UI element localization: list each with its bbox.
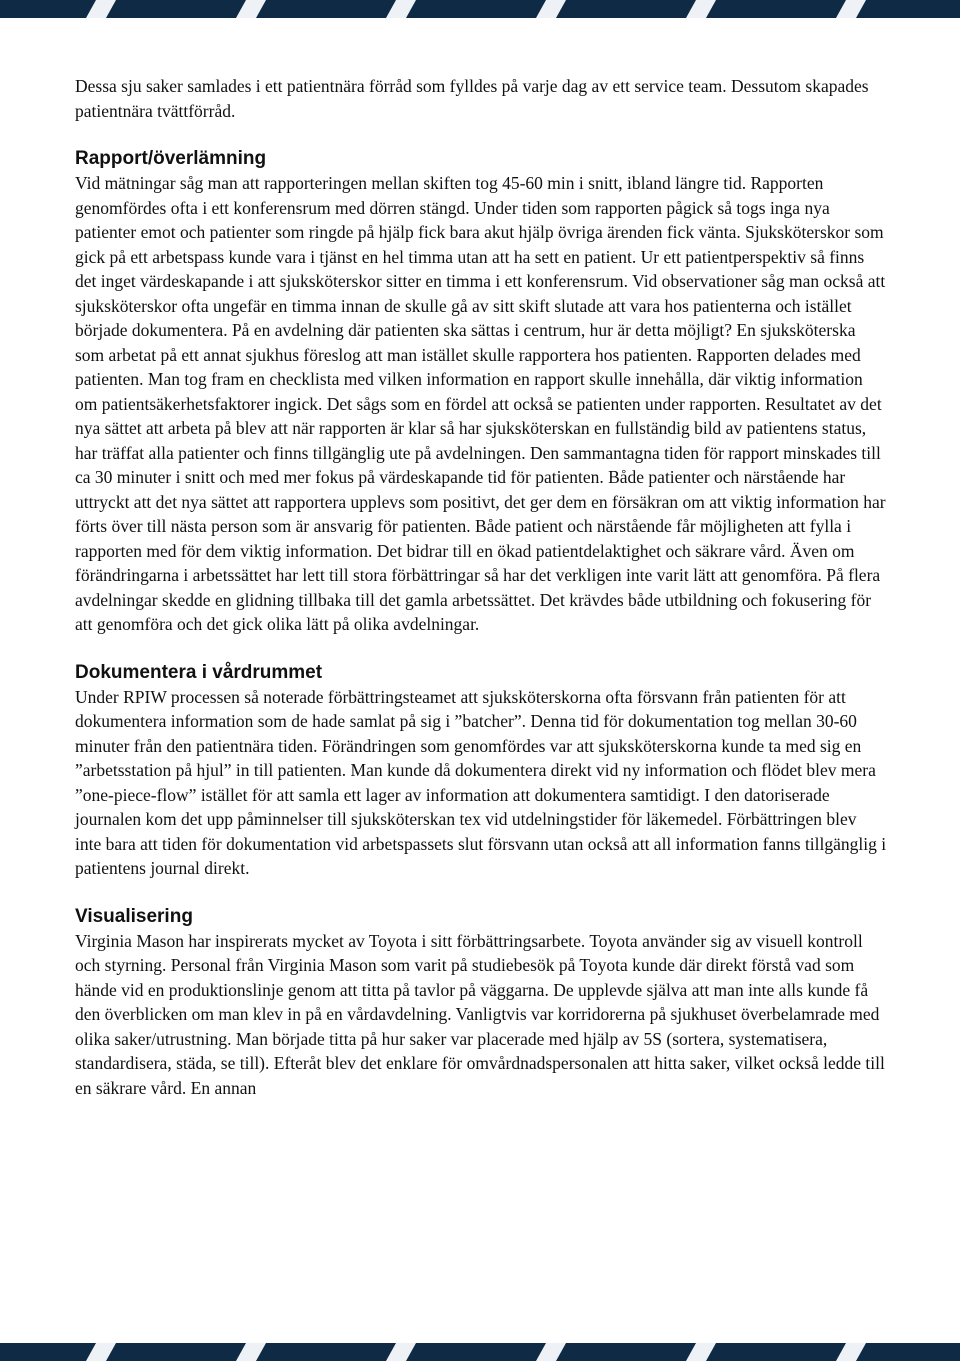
visualisering-paragraph: Virginia Mason har inspirerats mycket av Toyota i sitt förbättringsarbete. Toyota använder sig av visuell kontroll och styrning. Personal från Virginia Mason som varit på studiebesök på Toyota kunde där direkt förstå vad som hände vid en produktionslinje genom att titta på tavlor på väggarna. De upplevde själva att man inte alls kunde få den överblicken om man klev in på en vårdavdelning. Vanligtvis var korridorerna på sjukhuset överbelamrade med olika saker/utrustning. Man började titta på hur saker var placerade med hjälp av 5S (sortera, systematisera, standardisera, städa, se till). Efteråt blev det enklare för omvårdnadspersonalen att hitta saker, vilket också ledde till en säkrare vård. En annan bbox=[75, 930, 885, 1098]
document-body bbox=[75, 74, 887, 1100]
dokumentera-paragraph: Under RPIW processen så noterade förbättringsteamet att sjuksköterskorna ofta försvann från patienten för att dokumentera information som de hade samlat på sig i ”batcher”. Denna tid för dokumentation tog mellan 30-60 minuter från den patientnära tiden. Förändringen som genomfördes var att sjuksköterskorna kunde ta med sig en ”arbetsstation på hjul” in till patienten. Man kunde då dokumentera direkt vid ny information och flödet blev mera ”one-piece-flow” istället för att samla ett lager av information att dokumentera samtidigt. I den datoriserade journalen kom det upp påminnelser till sjuksköterskan tex vid utdelningstider för läkemedel. Förbättringen blev inte bara att tiden för dokumentation vid arbetspassets slut försvann utan också att all information fanns tillgänglig i patientens journal direkt. bbox=[75, 686, 887, 878]
heading-rapport: Rapport/överlämning bbox=[75, 148, 267, 169]
heading-dokumentera: Dokumentera i vårdrummet bbox=[75, 661, 323, 683]
intro-paragraph: Dessa sju saker samlades i ett patientnära förråd som fylldes på varje dag av ett service team. Dessutom skapades patientnära tvättförråd. bbox=[75, 76, 869, 121]
paragraph-gap bbox=[75, 637, 887, 661]
paragraph-gap bbox=[75, 881, 887, 905]
footer-decoration-band bbox=[0, 1343, 960, 1361]
rapport-paragraph: Vid mätningar såg man att rapporteringen mellan skiften tog 45-60 min i snitt, ibland längre tid. Rapporten genomfördes ofta i ett konferensrum med dörren stängd. Under tiden som rapporten pågick så togs inga nya patienter emot och patienter som ringde på hjälp fick bara akut hjälp övriga ärenden fick vänta. Sjuksköterskor som gick på ett arbetspass kunde vara i tjänst en hel timma utan att ha sett en patient. Ur ett patientperspektiv så finns det inget värdeskapande i att sjuksköterskor sitter en timma i ett konferensrum. Vid observationer såg man också att sjuksköterskor ofta ungefär en timma innan de skulle gå av sitt skift slutade att vara hos patienterna och istället började dokumentera. På en avdelning där patienten ska sättas i centrum, hur är detta möjligt? En sjuksköterska som arbetat på ett annat sjukhus föreslog att man istället skulle rapportera hos patienten. Rapporten delades med patienten. Man tog fram en checklista med vilken information en rapport skulle innehålla, där viktig information om patientsäkerhetsfaktorer ingick. Det sågs som en fördel att också se patienten under rapporten. Resultatet av det nya sättet att arbeta på blev att när rapporten är klar så har sjuksköterskan en fullständig bild av patientens status, har träffat alla patienter och finns tillgänglig ute på avdelningen. Den sammantagna tiden för rapport minskades till ca 30 minuter i snitt och med mer fokus på värdeskapande tid för patienten. Både patienter och närstående har uttryckt att det nya sättet att rapportera upplevs som positivt, det ger dem en försäkran om att viktig information har förts över till nästa person som är ansvarig för patienten. Både patient och närstående får möjligheten att fylla i rapporten med för dem viktig information. Det bidrar till en ökad patientdelaktighet och säkrare vård. Även om förändringarna i arbetssättet har lett till stora förbättringar så har det verkligen inte varit lätt att genomföra. På flera avdelningar skedde en glidning tillbaka till det gamla arbetssättet. Det krävdes både utbildning och fokusering för att genomföra och det gick olika lätt på olika avdelningar. bbox=[75, 173, 886, 634]
heading-visualisering: Visualisering bbox=[75, 905, 193, 927]
header-decoration-band bbox=[0, 0, 960, 18]
paragraph-gap bbox=[75, 123, 887, 147]
